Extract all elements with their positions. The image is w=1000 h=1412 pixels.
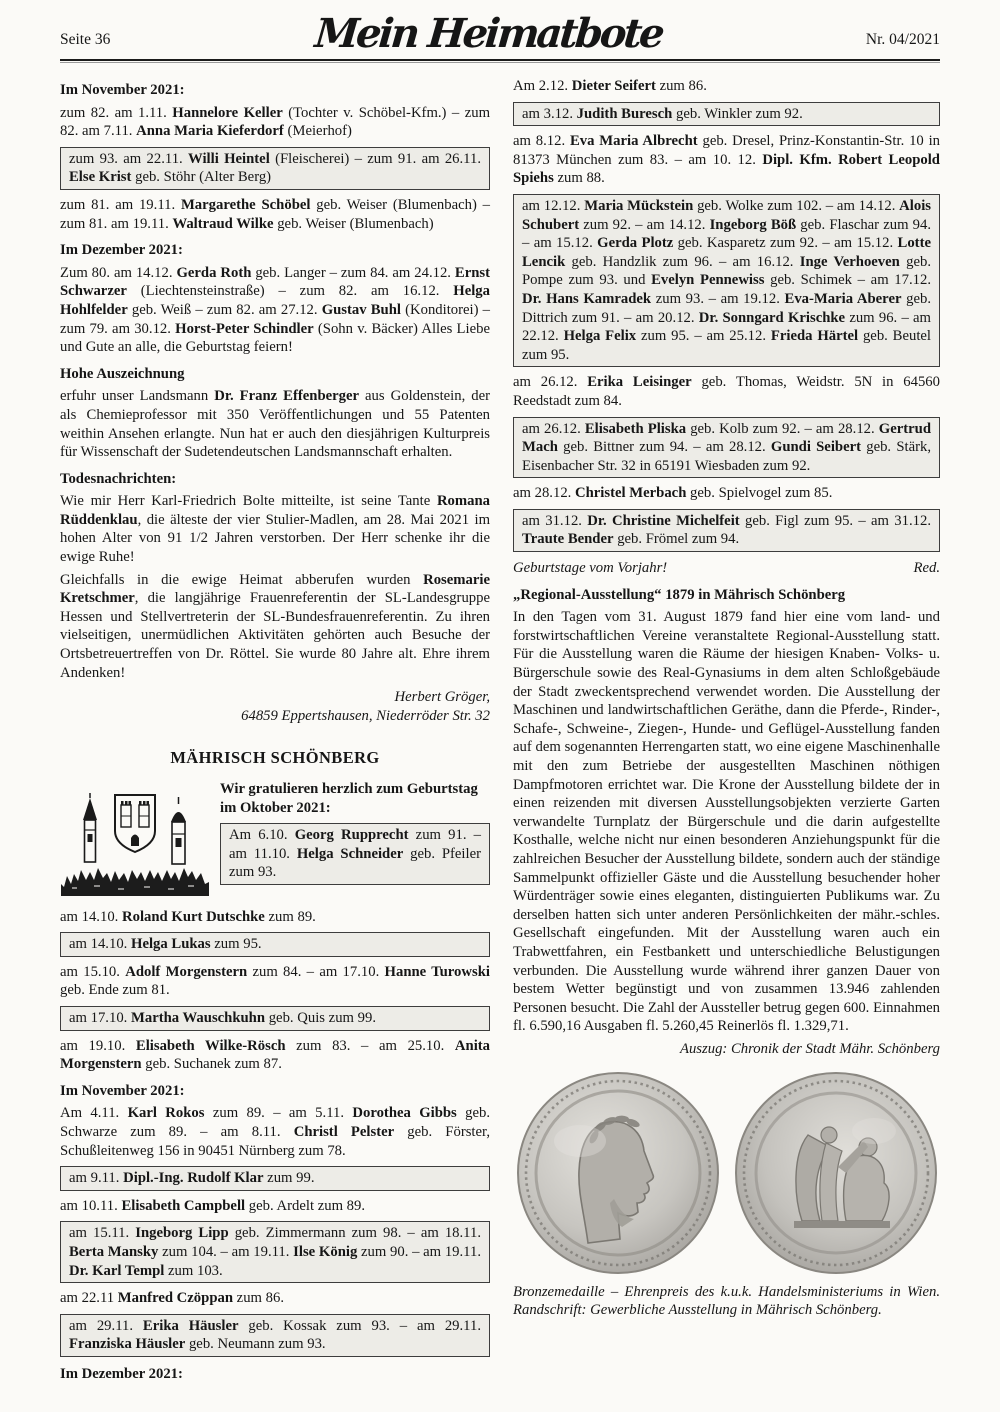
section-title-maehrisch-schoenberg: MÄHRISCH SCHÖNBERG: [170, 748, 380, 768]
section-heading: Im November 2021:: [60, 1082, 185, 1099]
paragraph: Wie mir Herr Karl-Friedrich Bolte mitteilte, ist seine Tante Romana Rüddenklau, die älteste der vier Stulier-Madlen, am 28. Mai 2021 im hohen Alter von 91 1/2 Jahren verstorben. Der Herr schenke ihr die ewige Ruhe!: [60, 493, 490, 566]
paragraph: In den Tagen vom 31. August 1879 fand hier eine vom land- und forstwirtschaftlichen Vereine veranstaltete Regional-Ausstellung statt. Für die Ausstellung waren die Räume der hiesigen Knaben- Volks- u. Bürgerschule sowie des Real-Gynasiums in dem alten Schloßgebäude der Stadt zweckentsprechend verwendet worden. Die Ausstellung der Maschinen und landwirtschaftlichen Geräthe, dann die Pferde-, Rinder-, Schafe-, Schweine-, Ziegen-, Hunde- und Geflügel-Ausstellung fanden auf dem sogenannten Herrengarten statt, wo eine eigene Maschinenhalle mit den zum Betriebe der ausgestellten Maschinen nöthigen Dampfmotoren errichtet war. Die Krone der Ausstellung bildete der in einen reizenden mit diversen Ausstellungsobjekten verzierte Garten verwandelte Turnplatz der Bürgerschule und die darin aufgestellte Kosthalle, welche nicht nur einen besonderen Anziehungspunkt für die zahlreichen Besucher der Ausstellung bildete, sondern auch der ständige Sammelpunkt offizieller Gäste und die Ausstellung besuchender hoher Würdenträger sowie eines eleganten, distinguierten Publikums war. Zu derselben hatten sich unter anderen Persönlichkeiten der mähr.-schles. Gesellschaft eingefunden. Mit der Ausstellung waren auch ein Trabwettfahren, ein Festbankett und unterschiedliche Belustigungen verbunden. Die Ausstellung wurde während ihrer ganzen Dauer von bestem Wetter begünstigt und von zusammen 13.946 zahlenden Personen besucht. Die Zahl der Aussteller betrug gegen 600. Einnahmen fl. 6.590,16 Ausgaben fl. 5.260,45 Reinerlös fl. 1.329,71.: [513, 609, 940, 1035]
section-heading: Todesnachrichten:: [60, 470, 177, 487]
paragraph: am 15.10. Adolf Morgenstern zum 84. – am 17.10. Hanne Turowski geb. Ende zum 81.: [60, 963, 490, 999]
town-art-wrap: [60, 778, 210, 904]
page-header: [0, 0, 1000, 57]
paragraph: Gleichfalls in die ewige Heimat abberufen wurden Rosemarie Kretschmer, die langjährige Frauenreferentin der SL-Landesgruppe Hessen und Stellvertreterin der SL-Bundesfrauenreferentin. Zu ihren vielseitigen, unermüdlichen Aktivitäten gehörten auch Besuche der Ortsbetreuertreffen von Dr. Röttel. Sie wurde 80 Jahre alt. Ehre ihrem Andenken!: [60, 571, 490, 681]
paragraph: erfuhr unser Landsmann Dr. Franz Effenberger aus Goldenstein, der als Chemieprofessor mit 350 Veröffentlichungen und 55 Patenten weithin Ansehen erlangte. Nun hat er auch den diesjährigen Kulturpreis für Wissenschaft der Sudetendeutschen Landsmannschaft erhalten.: [60, 388, 491, 461]
paragraph: zum 82. am 1.11. Hannelore Keller (Tochter v. Schöbel-Kfm.) – zum 82. am 7.11. Anna Maria Kieferdorf (Meierhof): [60, 104, 490, 140]
issue-number-label: Nr. 04/2021: [865, 31, 940, 49]
medal-figure: [513, 1071, 940, 1275]
highlight-box: am 31.12. Dr. Christine Michelfeit geb. Figl zum 95. – am 31.12. Traute Bender geb. Frömel zum 94.: [513, 509, 940, 552]
paragraph: Am 4.11. Karl Rokos zum 89. – am 5.11. Dorothea Gibbs geb. Schwarze zum 89. – am 8.11. Christl Pelster geb. Förster, Schußleitenweg 156 in 90451 Nürnberg zum 78.: [60, 1105, 490, 1159]
schoenberg-intro-row: [60, 778, 490, 904]
paragraph: am 10.11. Elisabeth Campbell geb. Ardelt zum 89.: [60, 1197, 366, 1214]
paragraph: am 8.12. Eva Maria Albrecht geb. Dresel, Prinz-Konstantin-Str. 10 in 81373 München zum 83. – am 10. 12. Dipl. Kfm. Robert Leopold Spiehs zum 88.: [513, 133, 941, 187]
highlight-box: Am 6.10. Georg Rupprecht zum 91. – am 11.10. Helga Schneider geb. Pfeiler zum 93.: [220, 823, 490, 885]
section-heading: Im November 2021:: [60, 82, 185, 98]
highlight-box: zum 93. am 22.11. Willi Heintel (Fleischerei) – zum 91. am 26.11. Else Krist geb. Stöhr (Alter Berg): [60, 147, 490, 190]
section-heading: „Regional-Ausstellung“ 1879 in Mährisch Schönberg: [513, 586, 846, 603]
signature: Herbert Gröger, 64859 Eppertshausen, Niederröder Str. 32: [241, 689, 490, 724]
greeting-heading: Wir gratulieren herzlich zum Geburtstag im Oktober 2021:: [220, 781, 478, 816]
note-row: Geburtstage vom Vorjahr! Red.: [513, 560, 940, 577]
section-heading: Im Dezember 2021:: [60, 1365, 183, 1382]
content-columns: [0, 63, 1000, 1384]
left-column: [60, 73, 490, 1384]
masthead-title: Mein Heimatbote: [312, 10, 664, 57]
paragraph: am 28.12. Christel Merbach geb. Spielvogel zum 85.: [513, 485, 833, 502]
paragraph: am 26.12. Erika Leisinger geb. Thomas, Weidstr. 5N in 64560 Reedstadt zum 84.: [513, 374, 940, 409]
paragraph: Am 2.12. Dieter Seifert zum 86.: [513, 78, 707, 94]
highlight-box: am 15.11. Ingeborg Lipp geb. Zimmermann zum 98. – am 18.11. Berta Mansky zum 104. – am 19.11. Ilse König zum 90. – am 19.11. Dr. Karl Templ zum 103.: [60, 1221, 490, 1283]
figure-caption: Bronzemedaille – Ehrenpreis des k.u.k. Handelsministeriums in Wien. Randschrift: Gewerbliche Ausstellung in Mährisch Schönberg.: [513, 1283, 940, 1319]
right-column: [513, 73, 940, 1384]
section-heading: Hohe Auszeichnung: [60, 365, 185, 382]
left-column-bottom: [60, 908, 490, 1384]
october-greeting: [220, 778, 490, 891]
highlight-box: am 26.12. Elisabeth Pliska geb. Kolb zum 92. – am 28.12. Gertrud Mach geb. Bittner zum 94. – am 28.12. Gundi Seibert geb. Stärk, Eisenbacher Str. 32 in 65191 Wiesbaden zum 92.: [513, 417, 940, 479]
page-number-label: Seite 36: [60, 31, 111, 49]
highlight-box: am 17.10. Martha Wauschkuhn geb. Quis zum 99.: [60, 1006, 490, 1031]
highlight-box: am 3.12. Judith Buresch geb. Winkler zum 92.: [513, 102, 940, 127]
medal-obverse-image: [516, 1071, 720, 1275]
paragraph: am 19.10. Elisabeth Wilke-Rösch zum 83. – am 25.10. Anita Morgenstern geb. Suchanek zum 87.: [60, 1037, 491, 1073]
highlight-box: am 9.11. Dipl.-Ing. Rudolf Klar zum 99.: [60, 1166, 490, 1191]
medal-reverse-image: [734, 1071, 938, 1275]
highlight-box: am 14.10. Helga Lukas zum 95.: [60, 932, 490, 957]
highlight-box: am 12.12. Maria Mückstein geb. Wolke zum 102. – am 14.12. Alois Schubert zum 92. – am 14.12. Ingeborg Böß geb. Flaschar zum 94. – am 15.12. Gerda Plotz geb. Kasparetz zum 92. – am 15.12. Lotte Lencik geb. Handzlik zum 96. – am 16.12. Inge Verhoeven geb. Pompe zum 93. und Evelyn Pennewiss geb. Schimek – am 17.12. Dr. Hans Kamradek zum 93. – am 19.12. Eva-Maria Aberer geb. Dittrich zum 91. – am 20.12. Dr. Sonngard Krischke zum 96. – am 22.12. Helga Felix zum 95. – am 25.12. Frieda Härtel geb. Beutel zum 95.: [513, 194, 940, 367]
section-heading: Im Dezember 2021:: [60, 242, 183, 259]
paragraph: am 22.11 Manfred Czöppan zum 86.: [60, 1290, 284, 1307]
town-skyline-image: [60, 792, 210, 898]
left-column-top: [60, 81, 490, 725]
paragraph: am 14.10. Roland Kurt Dutschke zum 89.: [60, 908, 316, 925]
attribution: Auszug: Chronik der Stadt Mähr. Schönberg: [679, 1040, 940, 1057]
paragraph: zum 81. am 19.11. Margarethe Schöbel geb. Weiser (Blumenbach) – zum 81. am 19.11. Waltraud Wilke geb. Weiser (Blumenbach): [60, 196, 491, 232]
paragraph: Zum 80. am 14.12. Gerda Roth geb. Langer – zum 84. am 24.12. Ernst Schwarzer (Liechtensteinstraße) – zum 82. am 16.12. Helga Hohlfelder geb. Weiß – zum 82. am 27.12. Gustav Buhl (Konditorei) – zum 79. am 30.12. Horst-Peter Schindler (Sohn v. Bäcker) Alles Liebe und Gute an alle, die Geburtstag feiern!: [60, 264, 491, 356]
right-column-blocks: [513, 77, 940, 1059]
highlight-box: am 29.11. Erika Häusler geb. Kossak zum 93. – am 29.11. Franziska Häusler geb. Neumann zum 93.: [60, 1314, 490, 1357]
